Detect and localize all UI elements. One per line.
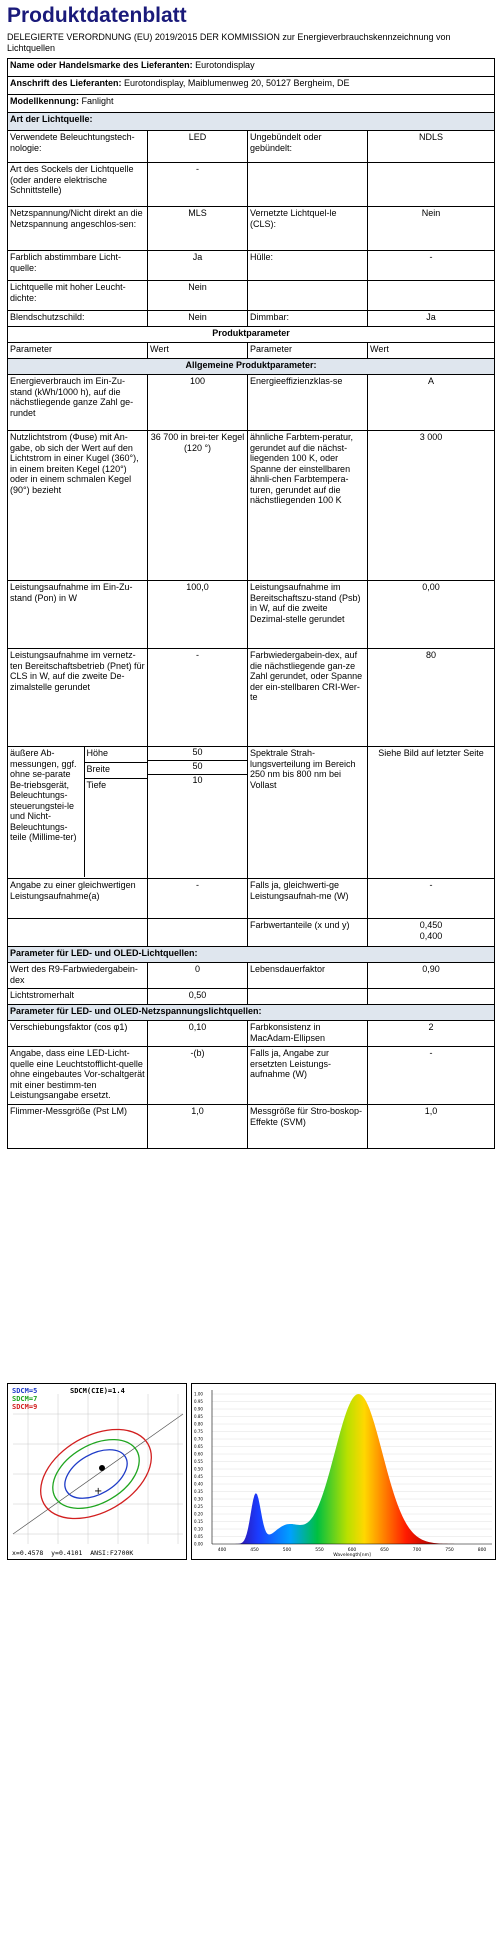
figure-area [7, 1383, 494, 1558]
column-header: Wert [368, 343, 495, 359]
cell: Lichtstromerhalt [8, 989, 148, 1005]
legend-sdcm5: SDCM=5 [12, 1387, 38, 1395]
dimensions-table [8, 747, 148, 877]
cell: - [148, 649, 248, 747]
regulation-text: DELEGIERTE VERORDNUNG (EU) 2019/2015 DER KOMMISSION zur Energieverbrauchskennzeichnung von Lichtquellen [7, 32, 451, 53]
cell: 100,0 [148, 581, 248, 649]
cell: Nein [368, 207, 495, 251]
section-heading: Art der Lichtquelle: [8, 113, 495, 131]
spd-ytick: 0.00 [194, 1541, 203, 1547]
cell: 36 700 in brei-ter Kegel (120 °) [148, 431, 248, 581]
cell: - [368, 1047, 495, 1105]
cell: Spektrale Strah-lungsverteilung im Bereich 250 nm bis 800 nm bei Vollast [248, 747, 368, 879]
cell: MLS [148, 207, 248, 251]
spd-ytick: 0.85 [194, 1414, 203, 1419]
cell: Lebensdauerfaktor [248, 963, 368, 989]
cell: Ja [368, 311, 495, 327]
cell: 80 [368, 649, 495, 747]
dim-depth-value: 10 [192, 775, 203, 785]
spd-xtick: 700 [412, 1548, 422, 1553]
spd-xtick: 400 [217, 1548, 227, 1553]
cell: -(b) [148, 1047, 248, 1105]
dimensions-cell [8, 747, 148, 879]
cell: - [148, 879, 248, 919]
cell: Verwendete Beleuchtungstech-nologie: [8, 131, 148, 163]
cell: Ungebündelt oder gebündelt: [248, 131, 368, 163]
cell: Verschiebungsfaktor (cos φ1) [8, 1021, 148, 1047]
spd-xtick: 450 [250, 1548, 259, 1553]
cell: ähnliche Farbtem-peratur, gerundet auf die nächst-liegenden 100 K, oder Spanne der einstellbaren ähnli-chen Farbtempera-turen, gerundet auf die nächstliegenden 100 K [248, 431, 368, 581]
cell: - [368, 879, 495, 919]
spd-ytick: 0.25 [194, 1504, 203, 1509]
cell: Art des Sockels der Lichtquelle (oder andere elektrische Schnittstelle) [8, 163, 148, 207]
product-params-heading: Produktparameter [8, 327, 495, 343]
cell [148, 919, 248, 947]
cell: Energieeffizienzklas-se [248, 375, 368, 431]
cie-legend [12, 1387, 37, 1411]
cell: 100 [148, 375, 248, 431]
cell: Flimmer-Messgröße (Pst LM) [8, 1105, 148, 1149]
spd-ytick: 0.65 [194, 1444, 203, 1449]
column-header: Wert [148, 343, 248, 359]
general-params-heading: Allgemeine Produktparameter: [8, 359, 495, 375]
dim-height-value: 50 [148, 747, 247, 761]
dim-width-label: Breite [84, 762, 148, 778]
cell [368, 281, 495, 311]
spd-ytick: 0.75 [194, 1429, 203, 1434]
cell: Farbwertanteile (x und y) [248, 919, 368, 947]
spd-xtick: 750 [445, 1548, 454, 1553]
spd-xtick: 550 [315, 1548, 324, 1553]
legend-sdcm9: SDCM=9 [12, 1403, 38, 1411]
cell: Farbwiedergabein-dex, auf die nächstliegende gan-ze Zahl gerundet, oder Spanne der ein-stellbaren CRI-Wer-te [248, 649, 368, 747]
dimensions-label: äußere Ab-messungen, ggf. ohne se-parate Be-triebsgerät, Beleuchtungs-steuerungstei-le und Nicht-Beleuchtungs-teile (Millime-ter) [8, 747, 84, 877]
page-title: Produktdatenblatt [7, 4, 187, 27]
cell [368, 163, 495, 207]
spd-ytick: 0.15 [194, 1519, 203, 1524]
cell: Vernetzte Lichtquel-le (CLS): [248, 207, 368, 251]
cell: Siehe Bild auf letzter Seite [368, 747, 495, 879]
cell: Angabe, dass eine LED-Licht-quelle eine Leuchtstofflicht-quelle ohne eingebautes Vor-schaltgerät mit einer bestimm-ten Leistungsangabe ersetzt. [8, 1047, 148, 1105]
cie-diagram [7, 1383, 187, 1560]
cell [248, 163, 368, 207]
cie-coords: x=0.4578 y=0.4101 ANSI:F2700K [12, 1549, 134, 1557]
spd-ytick: 0.50 [194, 1466, 203, 1472]
led-oled-heading: Parameter für LED- und OLED-Lichtquellen: [8, 947, 495, 963]
cell: Falls ja, Angabe zur ersetzten Leistungs-aufnahme (W) [248, 1047, 368, 1105]
cell: Falls ja, gleichwerti-ge Leistungsaufnah-me (W) [248, 879, 368, 919]
cell [368, 989, 495, 1005]
cell: A [368, 375, 495, 431]
spd-ytick: 1.00 [194, 1391, 203, 1397]
datasheet [7, 4, 494, 1149]
model-row: Modellkennung: Fanlight [8, 95, 495, 113]
cell: 0,90 [368, 963, 495, 989]
cell: - [148, 163, 248, 207]
cell: Nein [148, 311, 248, 327]
cell: Nein [148, 281, 248, 311]
cell: NDLS [368, 131, 495, 163]
spd-ytick: 0.20 [194, 1511, 203, 1517]
cell: Energieverbrauch im Ein-Zu-stand (kWh/1000 h), auf die nächstliegende ganze Zahl ge-rundet [8, 375, 148, 431]
cell: 1,0 [368, 1105, 495, 1149]
datasheet-table [7, 58, 495, 1149]
spd-xtick: 600 [347, 1548, 357, 1553]
dim-width-value: 50 [148, 761, 247, 775]
cell: Dimmbar: [248, 311, 368, 327]
cell [248, 281, 368, 311]
led-oled-mains-heading: Parameter für LED- und OLED-Netzspannungslichtquellen: [8, 1005, 495, 1021]
cell: Farbkonsistenz in MacAdam-Ellipsen [248, 1021, 368, 1047]
spectrum-chart [191, 1383, 496, 1560]
cell: Blendschutzschild: [8, 311, 148, 327]
cell: Wert des R9-Farbwiedergabein-dex [8, 963, 148, 989]
cell: LED [148, 131, 248, 163]
cell: Leistungsaufnahme im Ein-Zu-stand (Pon) in W [8, 581, 148, 649]
spd-ytick: 0.35 [194, 1489, 203, 1494]
spd-xtick: 500 [282, 1548, 292, 1553]
spd-xtick: 650 [380, 1548, 389, 1553]
cell: Ja [148, 251, 248, 281]
spd-ytick: 0.90 [194, 1406, 203, 1412]
cie-label: SDCM(CIE)=1.4 [70, 1387, 125, 1395]
spd-ytick: 0.60 [194, 1451, 203, 1457]
cell: 0 [148, 963, 248, 989]
column-header: Parameter [248, 343, 368, 359]
measured-point [99, 1465, 105, 1471]
legend-sdcm7: SDCM=7 [12, 1395, 38, 1403]
cell: 2 [368, 1021, 495, 1047]
cell: - [368, 251, 495, 281]
spd-ytick: 0.70 [194, 1436, 203, 1442]
chromaticity-values: 0,450 0,400 [368, 919, 495, 947]
cell: 0,10 [148, 1021, 248, 1047]
column-header: Parameter [8, 343, 148, 359]
cell: Lichtquelle mit hoher Leucht-dichte: [8, 281, 148, 311]
spd-ytick: 0.05 [194, 1534, 203, 1539]
cell: Messgröße für Stro-boskop-Effekte (SVM) [248, 1105, 368, 1149]
supplier-name-row: Name oder Handelsmarke des Lieferanten: Eurotondisplay [8, 59, 495, 77]
spd-ytick: 0.30 [194, 1496, 203, 1502]
dim-depth-label: Tiefe [84, 779, 148, 878]
cell: 1,0 [148, 1105, 248, 1149]
cell: Hülle: [248, 251, 368, 281]
cell [8, 919, 148, 947]
cell: Farblich abstimmbare Licht-quelle: [8, 251, 148, 281]
svg-text:+: + [94, 1486, 103, 1497]
cell: 0,00 [368, 581, 495, 649]
spd-ytick: 0.40 [194, 1481, 203, 1487]
dimensions-values-cell [148, 747, 248, 879]
spd-ytick: 0.80 [194, 1421, 203, 1427]
spd-ytick: 0.95 [194, 1399, 203, 1404]
cell: Leistungsaufnahme im Bereitschaftszu-stand (Psb) in W, auf die zweite Dezimal-stelle gerundet [248, 581, 368, 649]
cell: 3 000 [368, 431, 495, 581]
spectrum-svg [192, 1384, 495, 1559]
dim-height-label: Höhe [84, 747, 148, 762]
cell: 0,50 [148, 989, 248, 1005]
spd-xtick: 800 [477, 1548, 487, 1553]
spd-ytick: 0.10 [194, 1526, 203, 1532]
spd-xlabel: Wavelength[nm] [333, 1553, 371, 1558]
supplier-address-row: Anschrift des Lieferanten: Eurotondisplay, Maiblumenweg 20, 50127 Bergheim, DE [8, 77, 495, 95]
spd-ytick: 0.45 [194, 1474, 203, 1479]
cell [248, 989, 368, 1005]
cell: Nutzlichtstrom (Φuse) mit An-gabe, ob sich der Wert auf den Lichtstrom in einer Kugel (360°), in einem breiten Kegel (120°) oder in einem schmalen Kegel (90°) bezieht [8, 431, 148, 581]
cell: Netzspannung/Nicht direkt an die Netzspannung angeschlos-sen: [8, 207, 148, 251]
spd-ytick: 0.55 [194, 1459, 203, 1464]
cell: Leistungsaufnahme im vernetz-ten Bereitschaftsbetrieb (Pnet) für CLS in W, auf die zweite De-zimalstelle gerundet [8, 649, 148, 747]
cell: Angabe zu einer gleichwertigen Leistungsaufnahme(a) [8, 879, 148, 919]
